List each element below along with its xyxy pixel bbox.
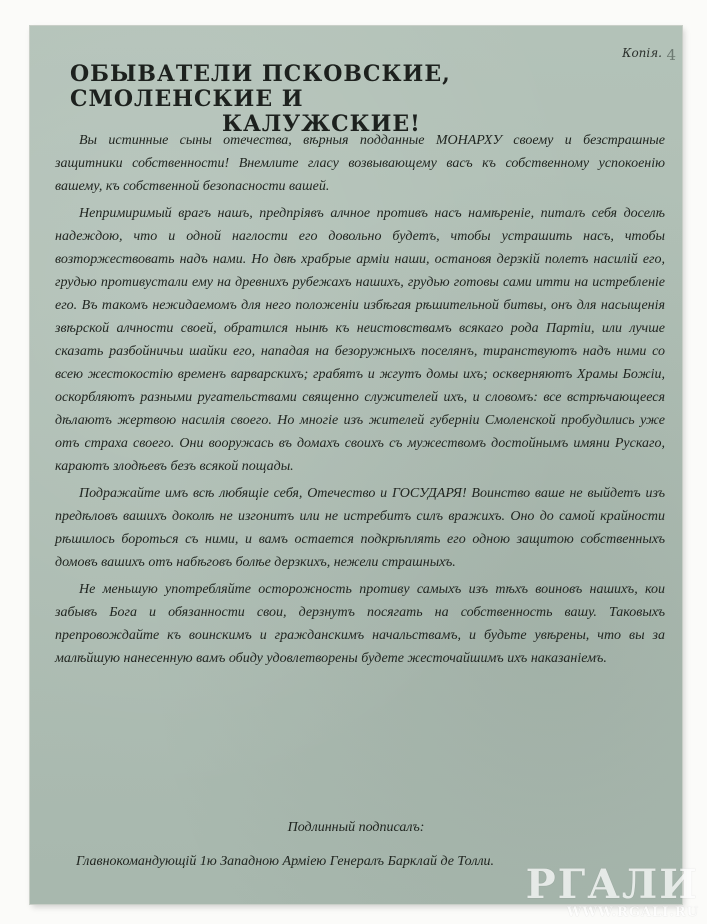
paragraph: Подражайте имъ всѣ любящіе себя, Отечество и ГОСУДАРЯ! Воинство ваше не выйдетъ изъ предѣловъ вашихъ доколѣ не изгонитъ или не истребитъ силъ вражихъ. Оно до самой крайности рѣшилось бороться съ ними, и вамъ остается подкрѣплять его одною защитою собственныхъ домовъ вашихъ отъ набѣговъ болѣе дерзкихъ, нежели страшныхъ. [55, 486, 665, 570]
document-body [55, 129, 665, 674]
paragraph: Вы истинные сыны отечества, вѣрныя подданные МОНАРХУ своему и безстрашные защитники собственности! Внемлите гласу возвывающему васъ къ собственному успокоенію вашему, къ собственной безопасности вашей. [55, 133, 665, 194]
title-line-2: КАЛУЖСКИЕ! [222, 111, 421, 137]
page-number: 4 [666, 46, 676, 64]
document-sheet [30, 26, 682, 904]
copy-mark: Копія. [622, 46, 662, 60]
title-line-1: ОБЫВАТЕЛИ ПСКОВСКИЕ, СМОЛЕНСКИЕ И [70, 61, 451, 112]
signature-line: Главнокомандующій 1ю Западною Арміею Генералъ Барклай де Толли. [76, 854, 495, 869]
paragraph: Непримиримый врагъ нашъ, предпріявъ алчное противъ насъ намѣреніе, питалъ себя доселѣ надеждою, что и одной наглости его довольно будетъ, чтобы устрашить насъ, чтобы возторжествовать надъ нами. Но двѣ храбрые арміи наши, остановя дерзкій полетъ насилій его, грудью противустали ему на древнихъ рубежахъ нашихъ, грудью готовы сами итти на истребленіе его. Въ такомъ нежидаемомъ для него положеніи избѣгая рѣшительной битвы, онъ для насыщенія звѣрской алчности своей, обратился нынѣ къ неистовствамъ всякаго рода Партіи, или лучше сказать разбойничьи шайки его, нападая на безоружныхъ поселянъ, тиранствуютъ надъ ними со всею жестокостію временъ варварскихъ; грабятъ и жгутъ домы ихъ; оскверняютъ Храмы Божіи, оскорбляютъ разными ругательствами священно служителей ихъ, и словомъ: все встрѣчающееся дѣлаютъ жертвою насилія своего. Но многіе изъ жителей губерніи Смоленской пробудились уже отъ страха своего. Они вооружась въ домахъ своихъ съ мужествомъ достойнымъ имяни Рускаго, караютъ злодѣевъ безъ всякой пощады. [55, 206, 665, 474]
archive-watermark [525, 861, 699, 920]
watermark-url: WWW.RGALI.RU [566, 905, 699, 920]
paragraph: Не меньшую употребляйте осторожность противу самыхъ изъ тѣхъ воиновъ нашихъ, кои забывъ Бога и обязанности свои, дерзнутъ посягать на собственность вашу. Таковыхъ препровождайте къ воинскимъ и гражданскимъ начальствамъ, и будьте увѣрены, что вы за малѣйшую нанесенную вамъ обиду удовлетворены будете жесточайшимъ ихъ наказаніемъ. [55, 582, 665, 666]
signed-label: Подлинный подписалъ: [287, 820, 425, 835]
document-title [70, 62, 650, 137]
watermark-logo: РГАЛИ [525, 861, 699, 908]
